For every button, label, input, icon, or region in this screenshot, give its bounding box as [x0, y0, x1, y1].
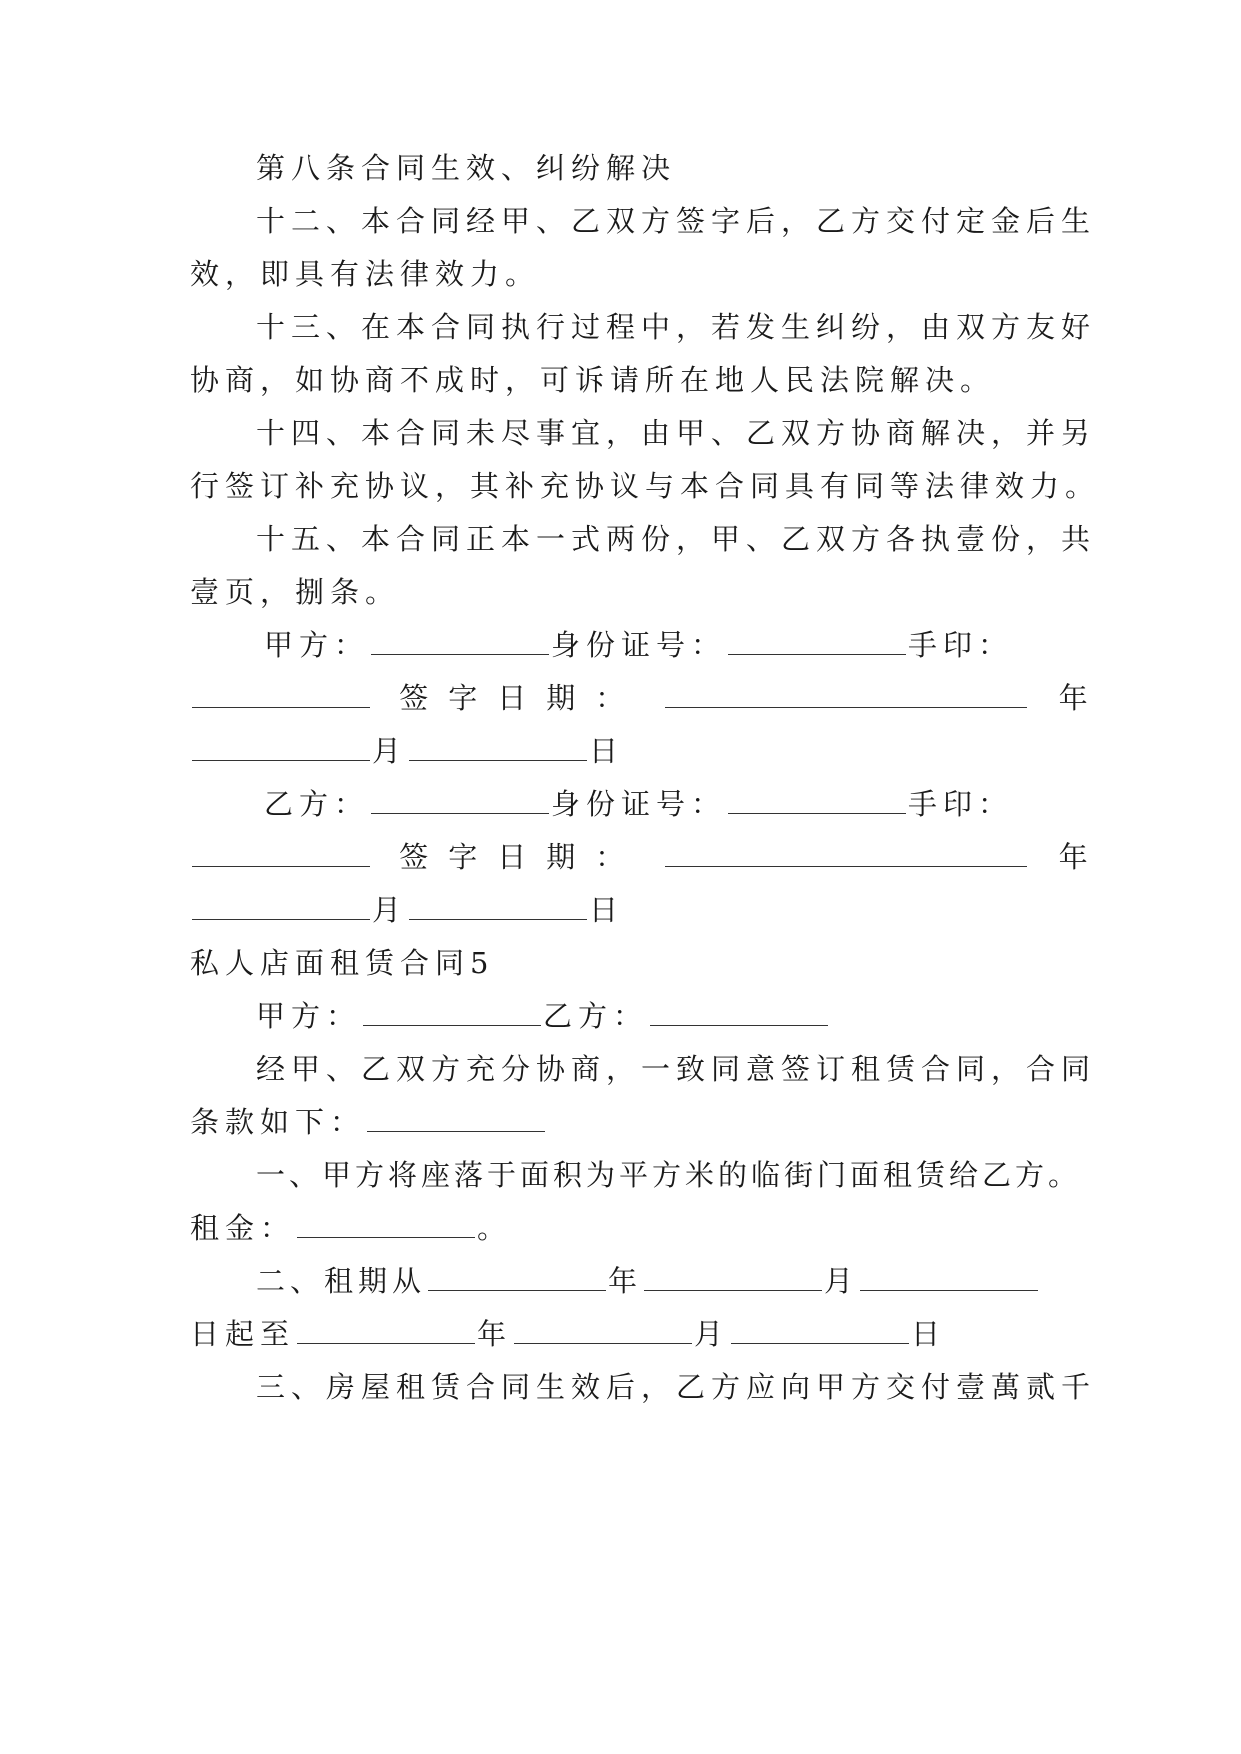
party-a-hand-blank[interactable]: [192, 703, 370, 708]
clause-15-line-1: 十五、本合同正本一式两份，甲、乙双方各执壹份，共: [256, 522, 1097, 556]
day-label: 日: [589, 734, 625, 768]
term-end-year-blank[interactable]: [297, 1339, 475, 1344]
party-b-sign-row: [190, 784, 1050, 824]
contract-5-party-a-blank[interactable]: [363, 1021, 541, 1026]
month-label: 月: [372, 893, 408, 927]
party-b-name-blank[interactable]: [371, 809, 549, 814]
sign-date-label: 签字日期：: [399, 840, 645, 874]
term-start-month-blank[interactable]: [644, 1286, 822, 1291]
clause-13-line-1: 十三、在本合同执行过程中，若发生纠纷，由双方友好: [256, 310, 1097, 344]
party-a-sign-row: [190, 625, 1050, 665]
term-end-day-blank[interactable]: [731, 1339, 909, 1344]
party-a-month-blank[interactable]: [192, 756, 370, 761]
party-b-date-blank[interactable]: [665, 862, 1027, 867]
clause-14-line-1: 十四、本合同未尽事宜，由甲、乙双方协商解决，并另: [256, 416, 1097, 450]
rent-label: 租金：: [190, 1211, 296, 1245]
term-label: 二、租期从: [256, 1264, 427, 1298]
clause-12-line-2: 效，即具有法律效力。: [190, 257, 541, 291]
party-b-label: 乙方：: [264, 787, 370, 821]
party-a-id-blank[interactable]: [728, 650, 906, 655]
party-b-label: 乙方：: [543, 999, 649, 1033]
contract-5-parties-row: [190, 996, 1050, 1036]
term-start-day-blank[interactable]: [860, 1286, 1038, 1291]
term-row-2: [190, 1314, 1050, 1354]
month-label: 月: [372, 734, 408, 768]
party-a-label: 甲方：: [256, 999, 362, 1033]
party-a-date-row: [190, 678, 1094, 718]
year-label: 年: [1058, 681, 1094, 715]
party-b-id-blank[interactable]: [728, 809, 906, 814]
sign-date-label: 签字日期：: [399, 681, 645, 715]
clause-13-line-2: 协商，如协商不成时，可诉请所在地人民法院解决。: [190, 363, 996, 397]
clause-1-line-1: 一、甲方将座落于面积为平方米的临街门面租赁给乙方。: [256, 1158, 1082, 1192]
term-start-year-blank[interactable]: [428, 1286, 606, 1291]
party-b-day-blank[interactable]: [409, 915, 587, 920]
contract-5-intro-line-1: 经甲、乙双方充分协商，一致同意签订租赁合同，合同: [256, 1052, 1097, 1086]
contract-5-party-b-blank[interactable]: [650, 1021, 828, 1026]
id-number-label: 身份证号：: [551, 628, 727, 662]
clause-3-line-1: 三、房屋租赁合同生效后，乙方应向甲方交付壹萬贰千: [256, 1370, 1097, 1404]
month-label: 月: [824, 1264, 859, 1298]
year-label: 年: [1058, 840, 1094, 874]
year-label: 年: [608, 1264, 643, 1298]
contract-5-title: 私人店面租赁合同5: [190, 946, 495, 980]
party-a-date-blank[interactable]: [665, 703, 1027, 708]
term-from-label: 日起至: [190, 1317, 296, 1351]
handprint-label: 手印：: [908, 628, 1014, 662]
clause-15-line-2: 壹页，捌条。: [190, 575, 401, 609]
rent-row: [190, 1208, 1050, 1248]
party-b-month-day-row: [190, 890, 1050, 930]
party-b-hand-blank[interactable]: [192, 862, 370, 867]
party-a-label: 甲方：: [264, 628, 370, 662]
rent-blank[interactable]: [297, 1233, 475, 1238]
id-number-label: 身份证号：: [551, 787, 727, 821]
day-label: 日: [589, 893, 625, 927]
article-8-heading: 第八条合同生效、纠纷解决: [256, 151, 677, 185]
clause-12-line-1: 十二、本合同经甲、乙双方签字后，乙方交付定金后生: [256, 204, 1097, 238]
terms-label: 条款如下：: [190, 1105, 366, 1139]
contract-5-intro-line-2: [190, 1102, 1050, 1142]
handprint-label: 手印：: [908, 787, 1014, 821]
party-a-month-day-row: [190, 731, 1050, 771]
day-label: 日: [911, 1317, 947, 1351]
term-row-1: [190, 1261, 1050, 1301]
party-b-date-row: [190, 837, 1094, 877]
party-b-month-blank[interactable]: [192, 915, 370, 920]
year-label: 年: [477, 1317, 513, 1351]
party-a-name-blank[interactable]: [371, 650, 549, 655]
party-a-day-blank[interactable]: [409, 756, 587, 761]
term-end-month-blank[interactable]: [514, 1339, 692, 1344]
month-label: 月: [694, 1317, 730, 1351]
clause-14-line-2: 行签订补充协议，其补充协议与本合同具有同等法律效力。: [190, 469, 1101, 503]
rent-end-mark: 。: [477, 1211, 513, 1245]
terms-blank[interactable]: [367, 1127, 545, 1132]
